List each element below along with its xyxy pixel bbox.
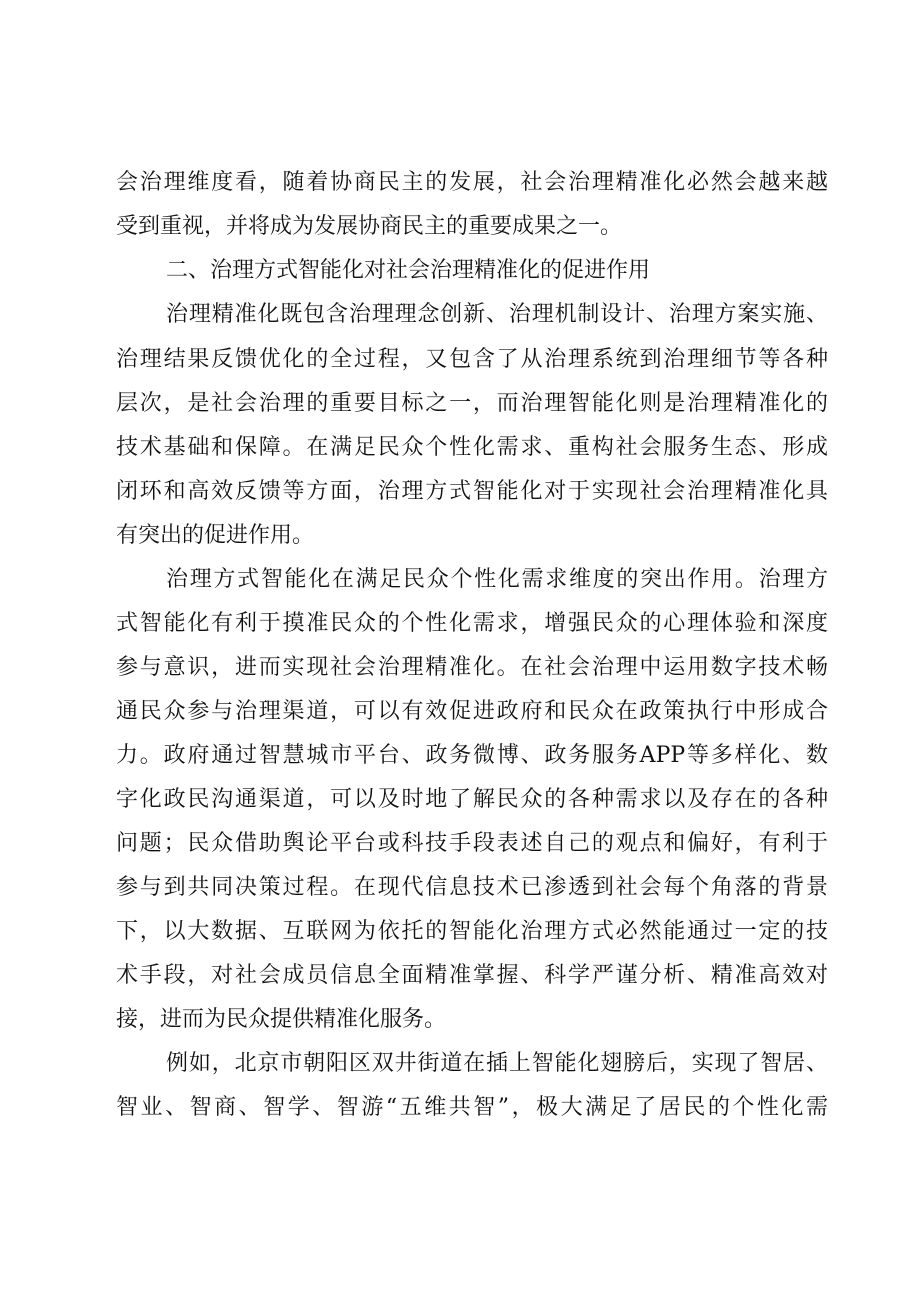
- paragraph-line: 问题；民众借助舆论平台或科技手段表述自己的观点和偏好，有利于: [116, 831, 828, 856]
- paragraph-line: 受到重视，并将成为发展协商民主的重要成果之一。: [116, 214, 623, 239]
- paragraph-line: 治理结果反馈优化的全过程，又包含了从治理系统到治理细节等各种: [116, 347, 828, 372]
- paragraph-line: 会治理维度看，随着协商民主的发展，社会治理精准化必然会越来越: [116, 170, 828, 195]
- paragraph-line: 术手段，对社会成员信息全面精准掌握、科学严谨分析、精准高效对: [116, 963, 828, 988]
- paragraph-line: 治理方式智能化在满足民众个性化需求维度的突出作用。治理方: [166, 567, 828, 592]
- paragraph-line: 下，以大数据、互联网为依托的智能化治理方式必然能通过一定的技: [116, 919, 828, 944]
- paragraph-line: 字化政民沟通渠道，可以及时地了解民众的各种需求以及存在的各种: [116, 787, 828, 812]
- paragraph-line: 治理精准化既包含治理理念创新、治理机制设计、治理方案实施、: [166, 302, 828, 327]
- paragraph-line: 智业、智商、智学、智游“五维共智”，极大满足了居民的个性化需: [116, 1095, 828, 1120]
- paragraph-line: 闭环和高效反馈等方面，治理方式智能化对于实现社会治理精准化具: [116, 479, 828, 504]
- paragraph-line: 式智能化有利于摸准民众的个性化需求，增强民众的心理体验和深度: [116, 611, 828, 636]
- paragraph-line: 有突出的促进作用。: [116, 523, 315, 548]
- paragraph-line: 技术基础和保障。在满足民众个性化需求、重构社会服务生态、形成: [116, 435, 828, 460]
- paragraph-line: 例如，北京市朝阳区双井街道在插上智能化翅膀后，实现了智居、: [166, 1051, 828, 1076]
- paragraph-line: 力。政府通过智慧城市平台、政务微博、政务服务APP等多样化、数: [116, 743, 828, 768]
- paragraph-line: 接，进而为民众提供精准化服务。: [116, 1007, 447, 1032]
- paragraph-line: 通民众参与治理渠道，可以有效促进政府和民众在政策执行中形成合: [116, 699, 828, 724]
- paragraph-line: 参与到共同决策过程。在现代信息技术已渗透到社会每个角落的背景: [116, 875, 828, 900]
- paragraph-line: 参与意识，进而实现社会治理精准化。在社会治理中运用数字技术畅: [116, 655, 828, 680]
- section-heading: 二、治理方式智能化对社会治理精准化的促进作用: [166, 258, 651, 283]
- paragraph-line: 层次，是社会治理的重要目标之一，而治理智能化则是治理精准化的: [116, 391, 828, 416]
